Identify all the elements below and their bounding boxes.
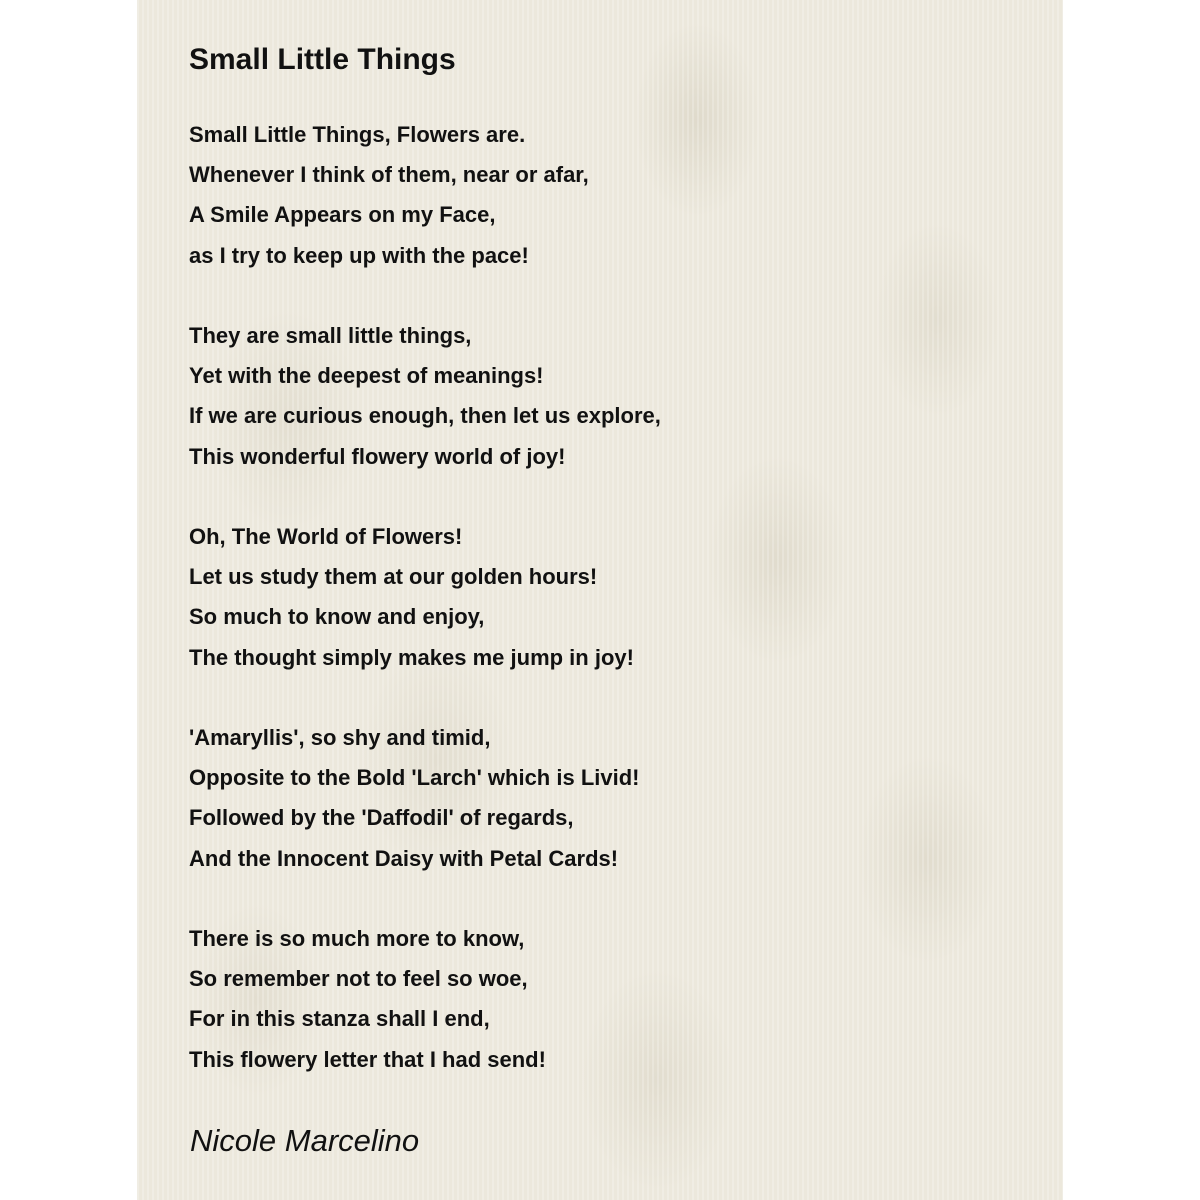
poem-line: A Smile Appears on my Face, <box>189 202 496 228</box>
poem-line: This wonderful flowery world of joy! <box>189 443 566 469</box>
poem-line: as I try to keep up with the pace! <box>189 242 529 268</box>
poem-line: Whenever I think of them, near or afar, <box>189 162 589 188</box>
stanza-2 <box>189 316 1009 477</box>
stanza-3 <box>189 517 1009 678</box>
poem-line: There is so much more to know, <box>189 926 525 951</box>
stanza-5 <box>189 919 1009 1080</box>
poem-body <box>189 115 1009 1120</box>
poem-line: So remember not to feel so woe, <box>189 966 528 992</box>
poem-line: If we are curious enough, then let us explore, <box>189 403 661 429</box>
poem-line: They are small little things, <box>189 323 472 348</box>
poem-line: And the Innocent Daisy with Petal Cards! <box>189 845 619 871</box>
stanza-4 <box>189 718 1009 879</box>
poem-title: Small Little Things <box>189 43 456 76</box>
poem-line: The thought simply makes me jump in joy! <box>189 644 634 670</box>
poem-line: Followed by the 'Daffodil' of regards, <box>189 805 574 831</box>
poem-line: Opposite to the Bold 'Larch' which is Livid! <box>189 765 640 791</box>
poem-line: For in this stanza shall I end, <box>189 1006 490 1032</box>
poem-line: So much to know and enjoy, <box>189 604 485 630</box>
poem-line: Let us study them at our golden hours! <box>189 564 598 590</box>
poem-line: Oh, The World of Flowers! <box>189 524 463 549</box>
poem-line: This flowery letter that I had send! <box>189 1046 546 1072</box>
poem-author: Nicole Marcelino <box>190 1123 420 1158</box>
stanza-1 <box>189 115 1009 276</box>
poem-line: Yet with the deepest of meanings! <box>189 363 544 389</box>
poem-line: Small Little Things, Flowers are. <box>189 122 526 147</box>
poem-line: 'Amaryllis', so shy and timid, <box>189 725 491 750</box>
